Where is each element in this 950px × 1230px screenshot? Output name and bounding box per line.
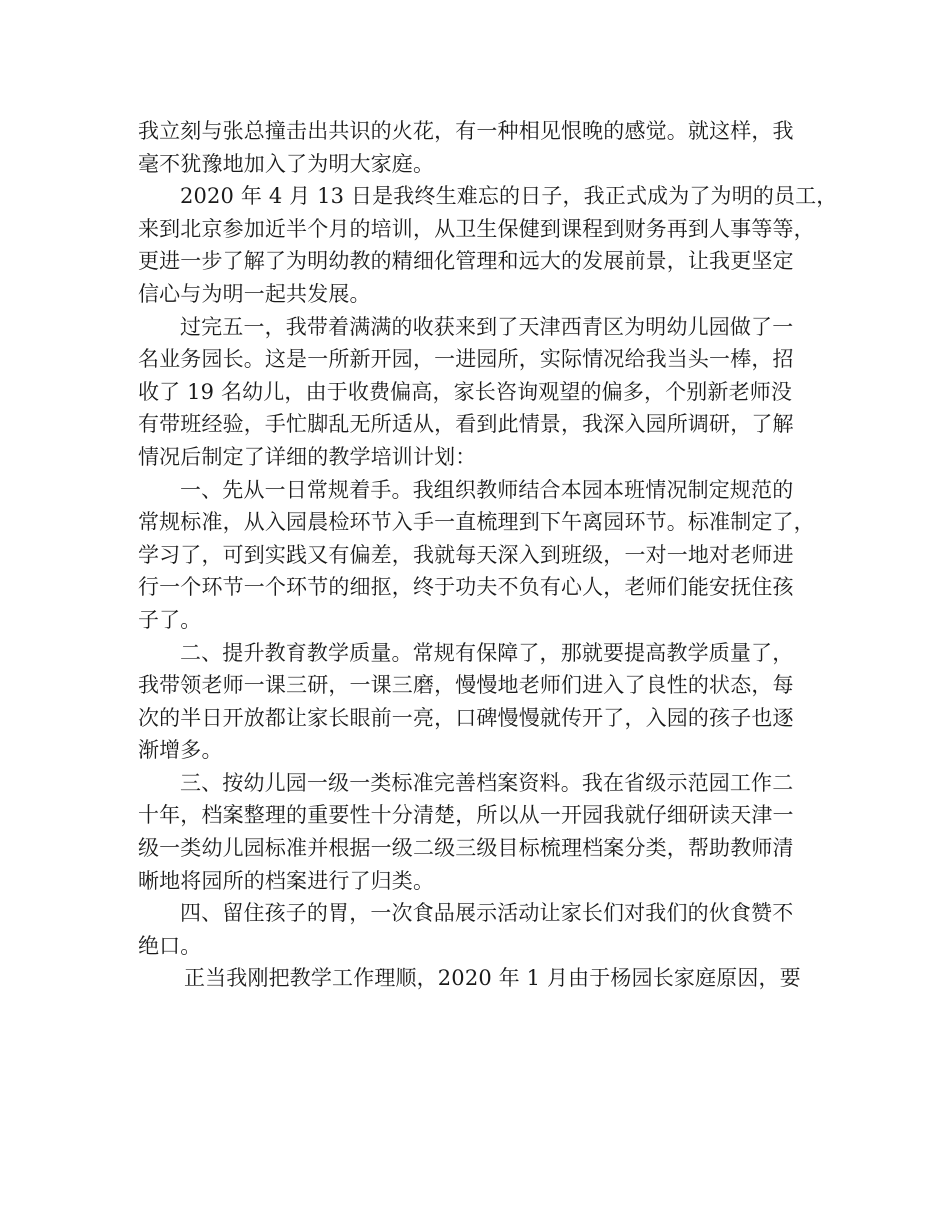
text-line: 毫不犹豫地加入了为明大家庭。 xyxy=(138,151,435,176)
text-line: 更进一步了解了为明幼教的精细化管理和远大的发展前景，让我更坚定 xyxy=(138,249,794,274)
paragraph-2 xyxy=(138,180,838,310)
text-line: 情况后制定了详细的教学培训计划： xyxy=(138,444,477,469)
text-line: 一、先从一日常规着手。我组织教师结合本园本班情况制定规范的 xyxy=(180,477,794,502)
text-line: 2020 年 4 月 13 日是我终生难忘的日子，我正式成为了为明的员工， xyxy=(180,184,838,209)
text-line: 二、提升教育教学质量。常规有保障了，那就要提高教学质量了， xyxy=(180,640,794,665)
text-line: 来到北京参加近半个月的培训，从卫生保健到课程到财务再到人事等等， xyxy=(138,216,815,241)
text-line: 收了 19 名幼儿，由于收费偏高，家长咨询观望的偏多，个别新老师没 xyxy=(138,379,793,404)
text-line: 三、按幼儿园一级一类标准完善档案资料。我在省级示范园工作二 xyxy=(180,770,794,795)
text-line: 我带领老师一课三研，一课三磨，慢慢地老师们进入了良性的状态，每 xyxy=(138,673,794,698)
text-line: 绝口。 xyxy=(138,933,202,958)
text-line: 十年，档案整理的重要性十分清楚，所以从一开园我就仔细研读天津一 xyxy=(138,803,794,828)
text-line: 晰地将园所的档案进行了归类。 xyxy=(138,868,435,893)
text-line: 我立刻与张总撞击出共识的火花，有一种相见恨晚的感觉。就这样，我 xyxy=(138,119,794,143)
paragraph-1 xyxy=(138,115,828,180)
paragraph-6 xyxy=(138,767,828,897)
text-line: 四、留住孩子的胃，一次食品展示活动让家长们对我们的伙食赞不 xyxy=(180,901,794,926)
text-line: 正当我刚把教学工作理顺，2020 年 1 月由于杨园长家庭原因，要 xyxy=(184,966,801,991)
text-line: 信心与为明一起共发展。 xyxy=(138,281,371,306)
document-body xyxy=(138,115,838,995)
text-line: 有带班经验，手忙脚乱无所适从，看到此情景，我深入园所调研，了解 xyxy=(138,412,794,437)
text-line: 子了。 xyxy=(138,607,202,632)
text-line: 渐增多。 xyxy=(138,738,223,763)
text-line: 学习了，可到实践又有偏差，我就每天深入到班级，一对一地对老师进 xyxy=(138,542,794,567)
text-line: 常规标准，从入园晨检环节入手一直梳理到下午离园环节。标准制定了， xyxy=(138,510,815,535)
paragraph-3 xyxy=(138,311,828,474)
text-line: 过完五一，我带着满满的收获来到了天津西青区为明幼儿园做了一 xyxy=(180,314,794,339)
paragraph-4 xyxy=(138,474,828,637)
text-line: 名业务园长。这是一所新开园，一进园所，实际情况给我当头一棒，招 xyxy=(138,347,794,372)
text-line: 行一个环节一个环节的细抠，终于功夫不负有心人，老师们能安抚住孩 xyxy=(138,575,794,600)
text-line: 级一类幼儿园标准并根据一级二级三级目标梳理档案分类，帮助教师清 xyxy=(138,836,794,861)
paragraph-7 xyxy=(138,897,828,962)
paragraph-8 xyxy=(138,962,828,995)
text-line: 次的半日开放都让家长眼前一亮，口碑慢慢就传开了，入园的孩子也逐 xyxy=(138,705,794,730)
paragraph-5 xyxy=(138,637,828,767)
